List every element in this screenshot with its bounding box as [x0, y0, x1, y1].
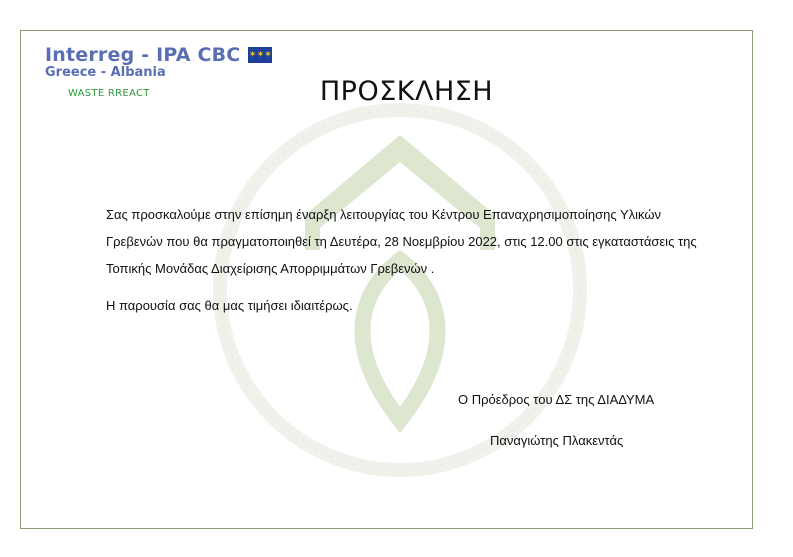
- closing-paragraph: Η παρουσία σας θα μας τιμήσει ιδιαιτέρως.: [106, 298, 353, 313]
- invitation-paragraph: Σας προσκαλούμε στην επίσημη έναρξη λειτουργίας του Κέντρου Επαναχρησιμοποίησης Υλικών Γρεβενών που θα πραγματοποιηθεί τη Δευτέρα, 28 Νοεμβρίου 2022, στις 12.00 στις εγκαταστάσεις της Τοπικής Μονάδας Διαχείρισης Απορριμμάτων Γρεβενών .: [106, 207, 697, 276]
- page-title: ΠΡΟΣΚΛΗΣΗ: [319, 76, 494, 107]
- eu-flag-icon: ✶✶✶: [248, 47, 272, 63]
- logo-region: Greece - Albania: [45, 65, 166, 80]
- logo-program-name: Interreg - IPA CBC: [45, 44, 241, 66]
- logo-project: WASTE RREACT: [68, 88, 150, 99]
- signatory-role: Ο Πρόεδρος του ΔΣ της ΔΙΑΔΥΜΑ: [458, 392, 655, 407]
- invitation-body: [106, 201, 706, 319]
- signatory-name: Παναγιώτης Πλακεντάς: [490, 433, 624, 448]
